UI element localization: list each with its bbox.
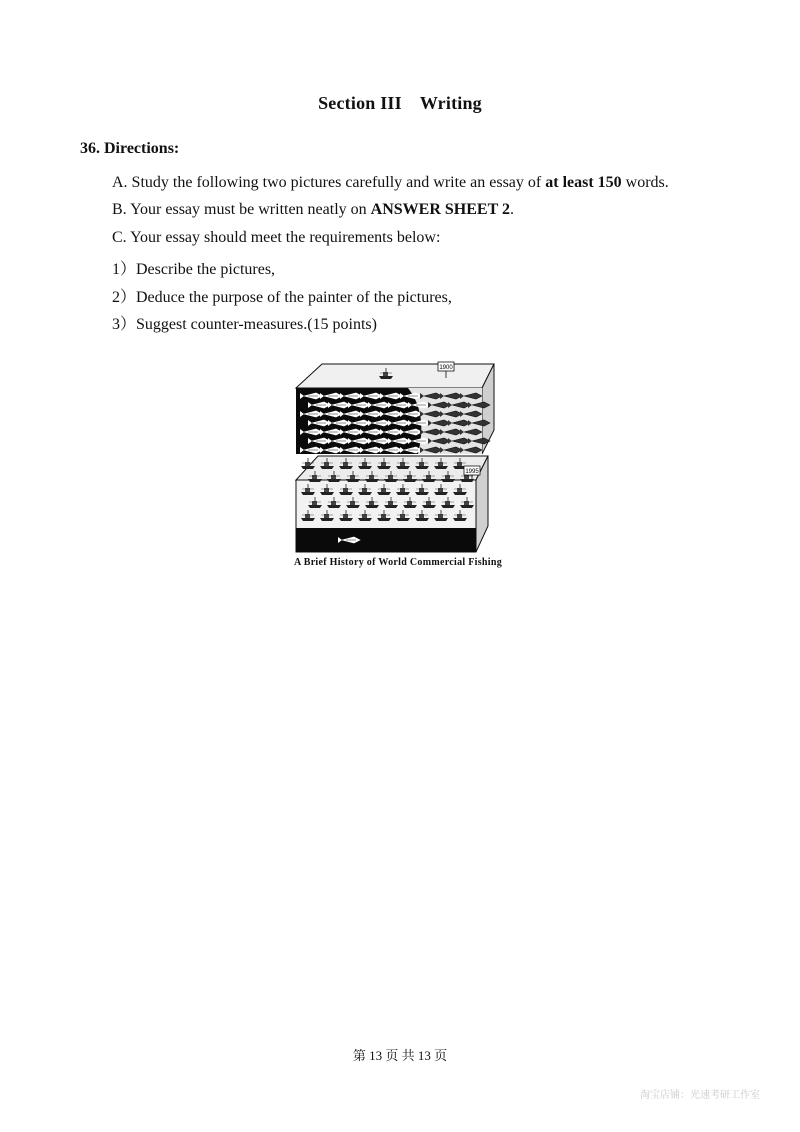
watermark: 淘宝店铺：光速考研工作室 xyxy=(640,1090,760,1101)
question-heading: 36. Directions: xyxy=(80,140,180,157)
page-number: 第 13 页 共 13 页 xyxy=(352,1048,448,1063)
sign-1995: 1995 xyxy=(465,469,479,475)
section-title xyxy=(0,93,800,114)
direction-b: B. Your essay must be written neatly on ANSWER SHEET 2. xyxy=(112,201,514,218)
fishing-cartoon xyxy=(278,358,518,558)
requirement-1: 1）Describe the pictures, xyxy=(112,261,276,278)
section-number: Section III xyxy=(318,93,402,113)
requirement-2: 2）Deduce the purpose of the painter of the pictures, xyxy=(112,289,452,306)
direction-c: C. Your essay should meet the requirements below: xyxy=(112,229,441,246)
figure-caption: A Brief History of World Commercial Fishing xyxy=(293,557,503,568)
direction-a: A. Study the following two pictures carefully and write an essay of at least 150 words. xyxy=(112,174,669,191)
fishing-cartoon-drawing xyxy=(278,358,518,558)
requirement-3: 3）Suggest counter-measures.(15 points) xyxy=(112,316,377,333)
sign-1900: 1900 xyxy=(439,365,453,371)
section-name: Writing xyxy=(419,93,482,113)
